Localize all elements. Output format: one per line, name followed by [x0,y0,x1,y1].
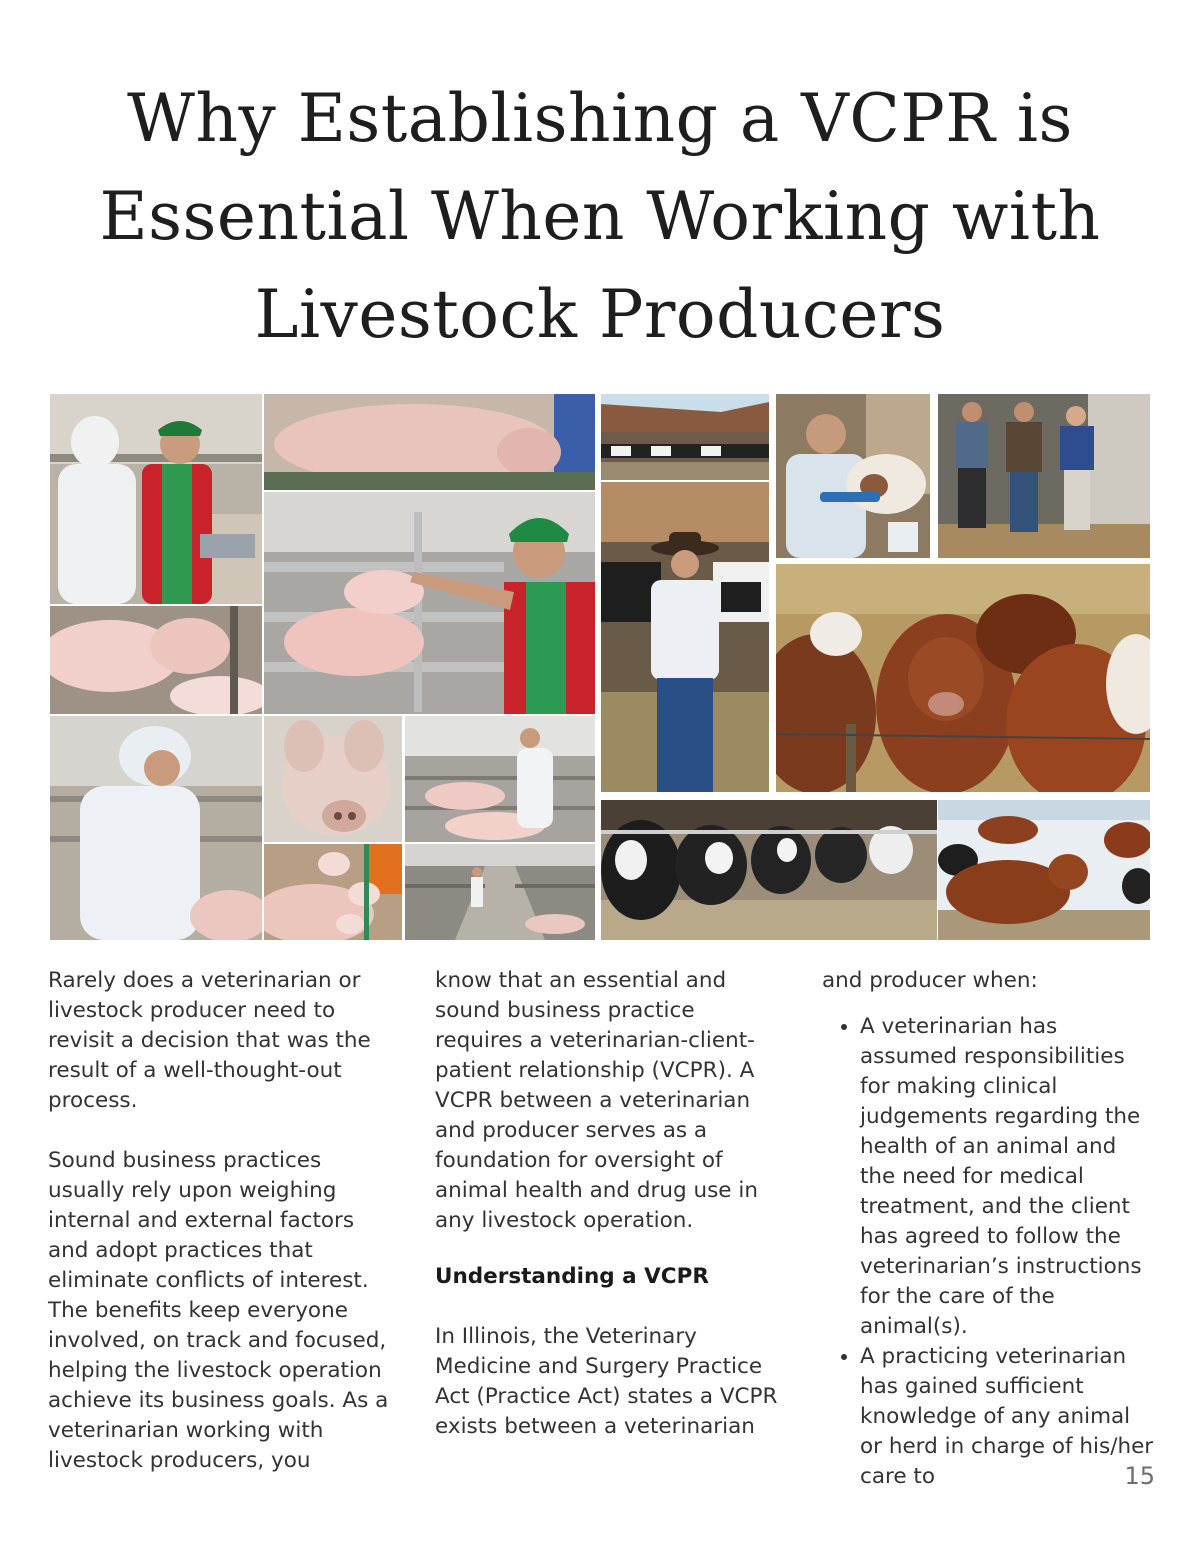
text-column-2 [435,966,780,1442]
farmer-and-vet-in-pig-barn-icon [50,394,262,604]
farmer-petting-piglets-icon [264,492,595,714]
photo-collage [50,394,1150,940]
business-practices-paragraph: Sound business practices usually rely upon weighing internal and external factors and adopt practices that eliminate conflicts of interest. The benefits keep everyone involved, on track and focused, helping the livestock operation achieve its business goals. As a veterinarian working with livestock producers, you [48,1148,389,1473]
piglets-in-crate-icon [50,606,262,714]
list-item: • A practicing veterinarian has gained sufficient knowledge of any animal or herd in charge of his/her care to [860,1342,1157,1492]
vcpr-importance-paragraph: know that an essential and sound business practice requires a veterinarian-client-patient relationship (VCPR). A VCPR between a veterinarian and producer serves as a foundation for oversight of animal health and drug use in any livestock operation. [435,968,758,1233]
page-title [60,70,1140,364]
cattle-in-snowy-field-icon [938,800,1150,940]
title-line-1: Why Establishing a VCPR is [127,80,1073,157]
pig-barn-aisle-icon [405,844,595,940]
dairy-barn-exterior-icon [601,394,769,480]
vcpr-conditions-intro: and producer when: [822,968,1038,993]
sow-nursing-piglets-icon [264,844,402,940]
vet-in-protective-suit-icon [50,716,262,940]
pig-face-closeup-icon [264,716,402,842]
text-column-3 [822,966,1157,1492]
vet-examining-calf-icon [776,394,930,558]
illinois-practice-act-paragraph: In Illinois, the Veterinary Medicine and Surgery Practice Act (Practice Act) states a VCPR exists between a veterinarian [435,1324,778,1439]
title-line-3: Livestock Producers [254,276,946,353]
title-line-2: Essential When Working with [99,178,1101,255]
vet-in-pig-pens-icon [405,716,595,842]
text-column-1 [48,966,393,1476]
list-item: • A veterinarian has assumed responsibilities for making clinical judgements regarding the health of an animal and the need for medical treatment, and the client has agreed to follow the veterinarian’s instructions for the care of the animal(s). [860,1012,1157,1342]
brown-cattle-herd-icon [776,564,1150,792]
three-farmers-portrait-icon [938,394,1150,558]
page-number: 15 [1124,1462,1155,1490]
dairy-cows-feeding-icon [601,800,937,940]
section-heading: Understanding a VCPR [435,1264,709,1289]
farmer-in-cowboy-hat-icon [601,482,769,792]
intro-paragraph: Rarely does a veterinarian or livestock producer need to revisit a decision that was the result of a well-thought-out process. [48,968,371,1113]
vcpr-conditions-list [822,1012,1157,1492]
sow-lying-in-pen-icon [264,394,595,490]
